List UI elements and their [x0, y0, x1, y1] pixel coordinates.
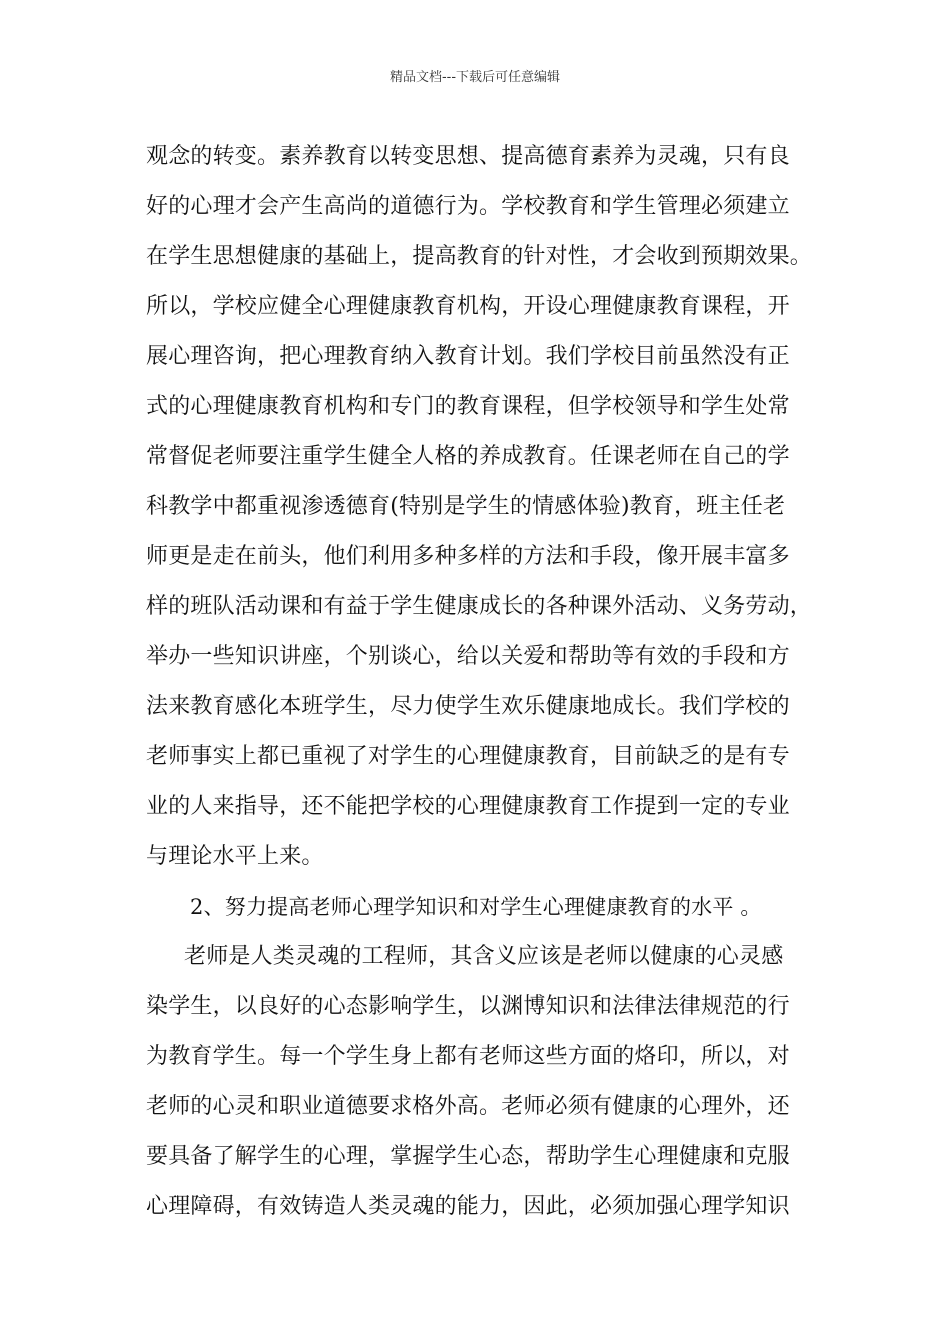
- text-line: 科教学中都重视渗透德育(特别是学生的情感体验)教育，班主任老: [146, 494, 786, 519]
- text-line: 法来教育感化本班学生，尽力使学生欢乐健康地成长。我们学校的: [146, 694, 790, 719]
- text-line: 要具备了解学生的心理，掌握学生心态，帮助学生心理健康和克服: [146, 1144, 790, 1169]
- text-line: 为教育学生。每一个学生身上都有老师这些方面的烙印，所以，对: [146, 1044, 790, 1069]
- text-line: 业的人来指导，还不能把学校的心理健康教育工作提到一定的专业: [146, 794, 790, 819]
- text-line: 式的心理健康教育机构和专门的教育课程，但学校领导和学生处常: [146, 394, 790, 419]
- text-line: 好的心理才会产生高尚的道德行为。学校教育和学生管理必须建立: [146, 194, 790, 219]
- text-line: 与理论水平上来。: [146, 844, 324, 869]
- text-line: 老师是人类灵魂的工程师，其含义应该是老师以健康的心灵感: [184, 944, 784, 969]
- text-line: 染学生，以良好的心态影响学生，以渊博知识和法律法律规范的行: [146, 994, 790, 1019]
- text-line: 举办一些知识讲座，个别谈心，给以关爱和帮助等有效的手段和方: [146, 644, 790, 669]
- text-line: 老师的心灵和职业道德要求格外高。老师必须有健康的心理外，还: [146, 1094, 790, 1119]
- section-heading: 2、努力提高老师心理学知识和对学生心理健康教育的水平 。: [190, 895, 762, 919]
- page-header: 精品文档---下载后可任意编辑: [389, 70, 561, 85]
- text-line: 样的班队活动课和有益于学生健康成长的各种课外活动、义务劳动，: [146, 594, 813, 619]
- text-line: 所以，学校应健全心理健康教育机构，开设心理健康教育课程，开: [146, 294, 790, 319]
- text-line: 在学生思想健康的基础上，提高教育的针对性，才会收到预期效果。: [146, 244, 813, 269]
- document-body: [146, 132, 830, 1232]
- text-line: 老师事实上都已重视了对学生的心理健康教育，目前缺乏的是有专: [146, 744, 790, 769]
- text-line: 师更是走在前头，他们利用多种多样的方法和手段，像开展丰富多: [146, 544, 790, 569]
- text-line: 常督促老师要注重学生健全人格的养成教育。任课老师在自己的学: [146, 444, 790, 469]
- text-line: 心理障碍，有效铸造人类灵魂的能力，因此，必须加强心理学知识: [146, 1194, 790, 1219]
- text-line: 观念的转变。素养教育以转变思想、提高德育素养为灵魂，只有良: [146, 144, 790, 169]
- text-line: 展心理咨询，把心理教育纳入教育计划。我们学校目前虽然没有正: [146, 344, 790, 369]
